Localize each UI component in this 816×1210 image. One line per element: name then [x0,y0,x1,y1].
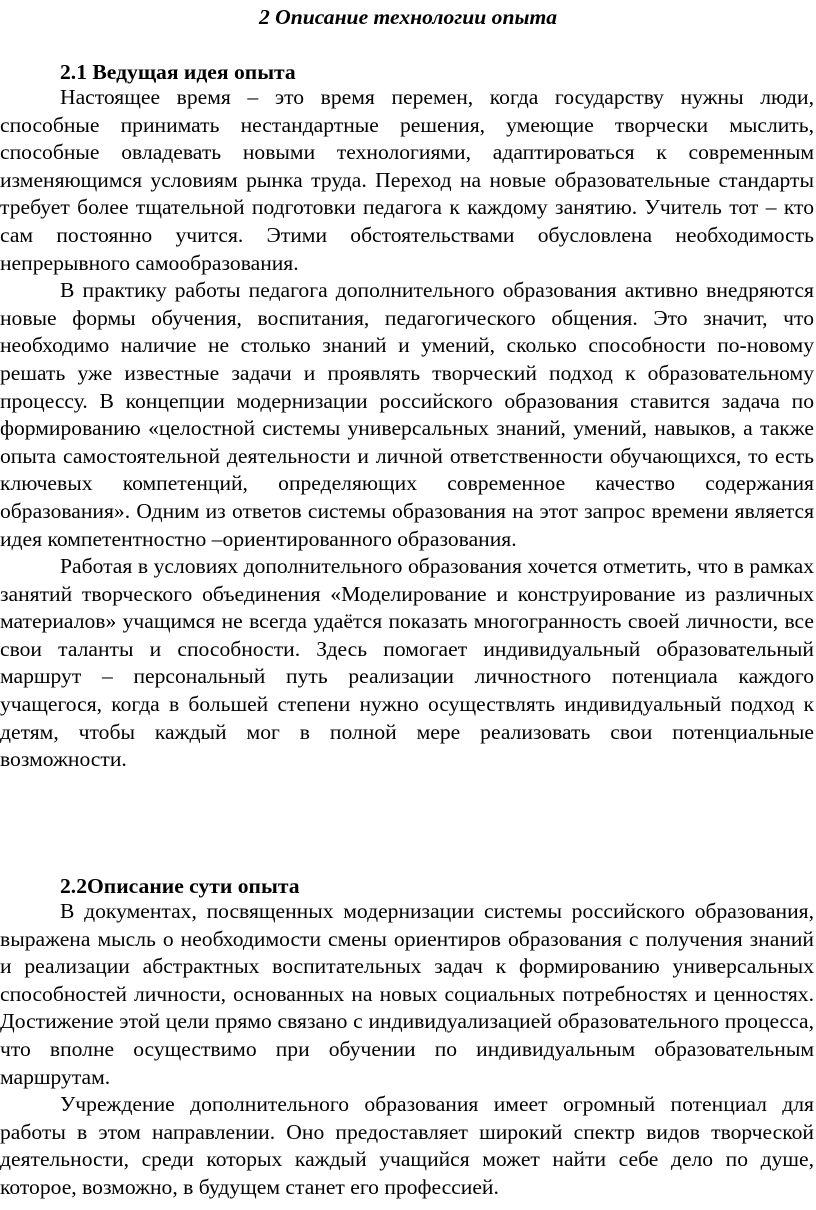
section-2-2-body [0,898,814,1202]
document-title: 2 Описание технологии опыта [258,5,558,29]
section-heading-2-2: 2.2Описание сути опыта [60,874,300,898]
paragraph: Работая в условиях дополнительного образования хочется отметить, что в рамках занятий творческого объединения «Моделирование и конструирование из различных материалов» учащимся не всегда удаётся показать многогранность своей личности, все свои таланты и способности. Здесь помогает индивидуальный образовательный маршрут – персональный путь реализации личностного потенциала каждого учащегося, когда в большей степени нужно осуществлять индивидуальный подход к детям, чтобы каждый мог в полной мере реализовать свои потенциальные возможности. [0,554,814,772]
paragraph: Учреждение дополнительного образования имеет огромный потенциал для работы в этом направлении. Оно предоставляет широкий спектр видов творческой деятельности, среди которых каждый учащийся может найти себе дело по душе, которое, возможно, в будущем станет его профессией. [0,1092,814,1199]
paragraph: В практику работы педагога дополнительного образования активно внедряются новые формы обучения, воспитания, педагогического общения. Это значит, что необходимо наличие не столько знаний и умений, сколько способности по-новому решать уже известные задачи и проявлять творческий подход к образовательному процессу. В концепции модернизации российского образования ставится задача по формированию «целостной системы универсальных знаний, умений, навыков, а также опыта самостоятельной деятельности и личной ответственности обучающихся, то есть ключевых компетенций, определяющих современное качество содержания образования». Одним из ответов системы образования на этот запрос времени является идея компетентностно –ориентированного образования. [0,278,814,551]
paragraph: В документах, посвященных модернизации системы российского образования, выражена мысль о необходимости смены ориентиров образования с получения знаний и реализации абстрактных воспитательных задач к формированию универсальных способностей личности, основанных на новых социальных потребностях и ценностях. Достижение этой цели прямо связано с индивидуализацией образовательного процесса, что вполне осуществимо при обучении по индивидуальным образовательным маршрутам. [0,899,814,1089]
section-2-1-body [0,84,814,774]
section-heading-2-1: 2.1 Ведущая идея опыта [60,60,296,84]
paragraph: Настоящее время – это время перемен, когда государству нужны люди, способные принимать нестандартные решения, умеющие творчески мыслить, способные овладевать новыми технологиями, адаптироваться к современным изменяющимся условиям рынка труда. Переход на новые образовательные стандарты требует более тщательной подготовки педагога к каждому занятию. Учитель тот – кто сам постоянно учится. Этими обстоятельствами обусловлена необходимость непрерывного самообразования. [0,85,814,275]
